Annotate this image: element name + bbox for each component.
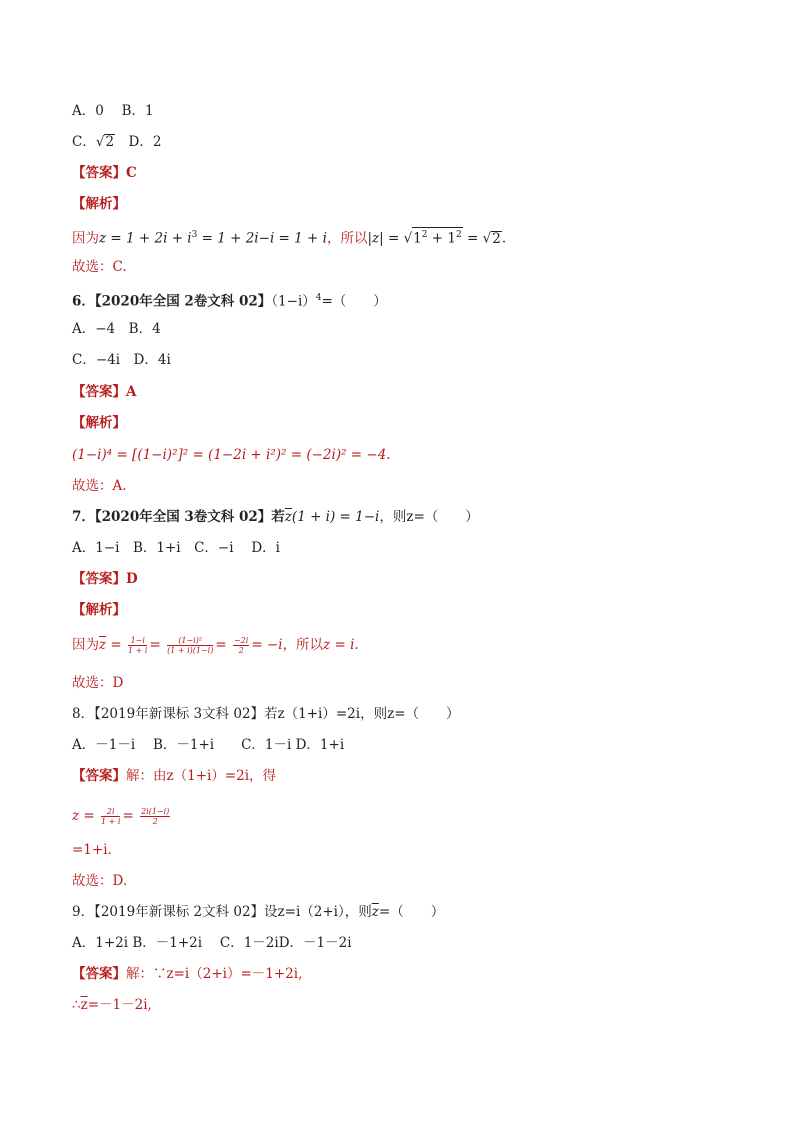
sqrt-symbol: √: [482, 230, 492, 247]
exponent: 3: [191, 230, 198, 240]
question-text: 9．【2019年新课标 2文科 02】设z=i（2+i），则: [72, 904, 372, 920]
formula: .: [501, 230, 507, 247]
sqrt-symbol: √: [403, 230, 413, 247]
option-c-label: C．: [72, 134, 96, 150]
sqrt-radicand: 2: [105, 134, 115, 150]
formula: =－1－2i,: [87, 997, 152, 1013]
conjugate-z: $\overline{z}$: [99, 637, 107, 653]
fraction-numerator: 2i: [101, 807, 120, 817]
fraction-denominator: 2: [238, 646, 244, 655]
answer-label: 【答案】: [72, 966, 126, 982]
analysis-heading-q7: 【解析】: [72, 602, 126, 618]
fraction-numerator: (1−i)²: [167, 636, 213, 646]
options-q5-cd: [72, 133, 161, 151]
question-6: [72, 289, 387, 311]
solution-q9: [72, 996, 152, 1014]
analysis-heading-q5: 【解析】: [72, 196, 126, 212]
question-7: [72, 508, 479, 526]
formula: z = 1 + 2i + i: [99, 230, 192, 247]
formula: =: [106, 637, 127, 653]
question-text: ，则z=（ ）: [379, 509, 479, 525]
solution-q8-result: =1+i.: [72, 842, 112, 858]
fraction: [128, 636, 147, 655]
question-text: （1−i）: [271, 293, 316, 310]
answer-label: 【答案】: [72, 768, 126, 784]
fraction: [167, 636, 213, 655]
answer-q9: [72, 965, 302, 983]
answer-q6: 【答案】A: [72, 384, 137, 400]
formula: + 1: [427, 230, 456, 247]
conjugate-z: $\overline{z}$: [284, 509, 292, 525]
options-q9: A．1+2i B．－1+2i C．1－2iD．－1－2i: [72, 935, 352, 951]
conjugate-z: $\overline{z}$: [371, 904, 379, 920]
answer-q8: [72, 767, 276, 785]
option-d: D．2: [115, 134, 162, 150]
question-source: 6．【2020年全国 2卷文科 02】: [72, 293, 272, 310]
formula: z =: [72, 808, 100, 824]
formula: =: [122, 808, 134, 824]
fraction-denominator: (1 + i)(1−i): [167, 646, 214, 655]
sqrt-radicand: 2: [492, 230, 501, 247]
question-source: 7．【2020年全国 3卷文科 02】若: [72, 509, 285, 525]
therefore-symbol: ∴: [72, 997, 81, 1013]
fraction: [233, 636, 249, 655]
fraction-denominator: 1 + i: [101, 817, 121, 826]
answer-q5: 【答案】C: [72, 165, 137, 181]
formula: =: [149, 637, 161, 653]
answer-q7: 【答案】D: [72, 571, 138, 587]
solution-text: 因为: [72, 230, 99, 247]
fraction-denominator: 1 + i: [128, 646, 148, 655]
question-text: =（ ）: [321, 293, 387, 310]
conclusion-q5: 故选：C.: [72, 259, 127, 275]
options-q8: A．－1－i B．－1+i C．1－i D．1+i: [72, 737, 345, 753]
question-text: =（ ）: [378, 904, 445, 920]
options-q6-cd: C．−4i D．4i: [72, 352, 171, 368]
solution-q8: [72, 807, 172, 826]
solution-q5: [72, 226, 506, 248]
fraction: [101, 807, 120, 826]
conclusion-q8: 故选：D.: [72, 873, 128, 889]
fraction: [140, 807, 170, 826]
exponent: 2: [455, 230, 462, 240]
question-9: [72, 903, 444, 921]
solution-text: ，所以: [326, 230, 368, 247]
formula: = 1 + 2i−i = 1 + i: [197, 230, 327, 247]
fraction-numerator: −2i: [233, 636, 249, 645]
solution-q7: [72, 636, 359, 655]
fraction-numerator: 1−i: [128, 636, 147, 646]
formula: (1 + i) = 1−i: [291, 509, 380, 525]
fraction-denominator: 2: [152, 817, 158, 826]
formula: =: [215, 637, 227, 653]
exponent: 4: [315, 293, 322, 303]
analysis-heading-q6: 【解析】: [72, 415, 126, 431]
question-8: 8．【2019年新课标 3文科 02】若z（1+i）=2i，则z=（ ）: [72, 706, 460, 722]
solution-q6: (1−i)⁴ = [(1−i)²]² = (1−2i + i²)² = (−2i)² = −4.: [72, 447, 391, 463]
conclusion-q6: 故选：A.: [72, 478, 127, 494]
formula: =: [462, 230, 483, 247]
formula: = −i: [251, 637, 283, 653]
fraction-numerator: 2i(1−i): [141, 807, 170, 816]
exponent: 2: [421, 230, 428, 240]
options-q6-ab: A．−4 B．4: [72, 321, 161, 337]
formula: z = i.: [323, 637, 359, 653]
sqrt-symbol: √: [95, 134, 105, 150]
conclusion-q7: 故选：D: [72, 675, 124, 691]
solution-text: 因为: [72, 637, 99, 653]
options-q5-ab: A．0 B．1: [72, 103, 154, 119]
answer-text: 解：由z（1+i）=2i，得: [126, 768, 277, 784]
options-q7: A．1−i B．1+i C．−i D．i: [72, 540, 280, 556]
solution-text: ，所以: [282, 637, 324, 653]
formula: 1: [413, 230, 422, 247]
sqrt-radicand: [412, 227, 463, 246]
formula: |z| =: [367, 230, 404, 247]
conjugate-z: $\overline{z}$: [80, 997, 88, 1013]
answer-text: 解：∵z=i（2+i）=－1+2i,: [126, 966, 303, 982]
